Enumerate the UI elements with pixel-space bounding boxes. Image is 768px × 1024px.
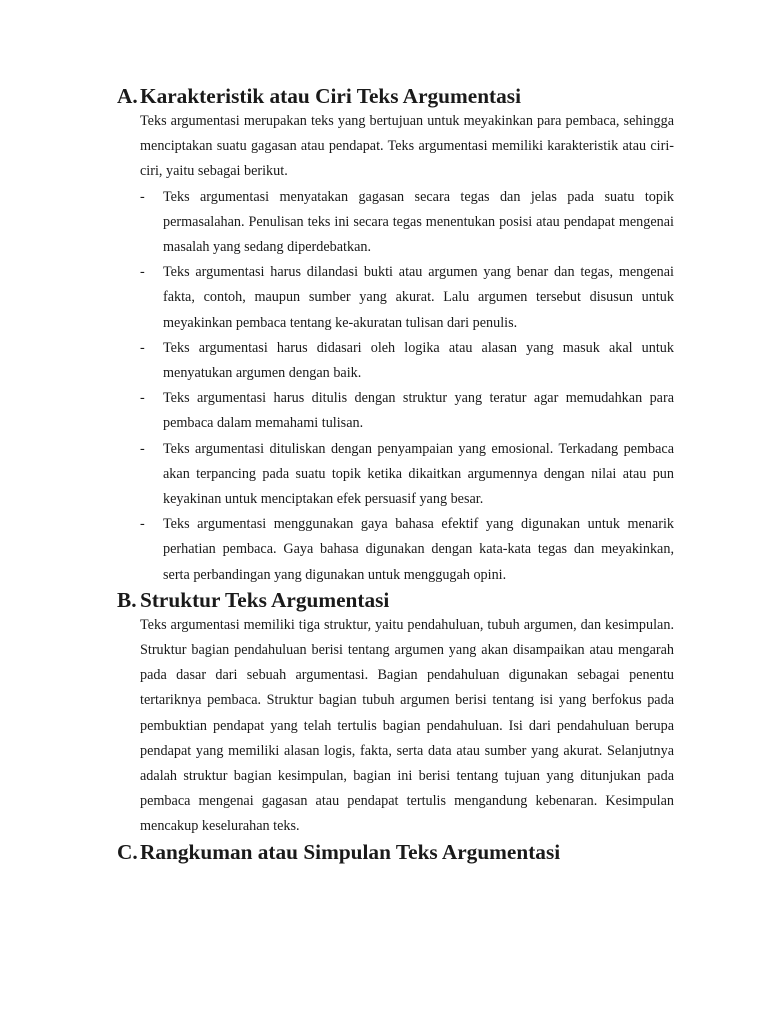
list-item-text: Teks argumentasi harus didasari oleh logika atau alasan yang masuk akal untuk menyatukan argumen dengan baik. [163, 339, 674, 382]
list-item [140, 437, 674, 513]
section-heading-a [0, 84, 768, 109]
section-a-intro: Teks argumentasi merupakan teks yang bertujuan untuk meyakinkan para pembaca, sehingga menciptakan suatu gagasan atau pendapat. Teks argumentasi memiliki karakteristik atau ciri-ciri, yaitu sebagai berikut. [140, 113, 674, 180]
bullet-dash: - [140, 339, 145, 356]
bullet-dash: - [140, 440, 145, 457]
list-item [140, 386, 674, 436]
list-item [140, 512, 674, 588]
list-item [140, 185, 674, 261]
characteristics-list [0, 185, 768, 588]
section-heading-b [0, 588, 768, 613]
section-b-body: Teks argumentasi memiliki tiga struktur, yaitu pendahuluan, tubuh argumen, dan kesimpulan. Struktur bagian pendahuluan berisi tentang argumen yang akan disampaikan atau mengarah pada dasar dari sebuah argumentasi. Bagian pendahuluan digunakan sebagai penentu tertariknya pembaca. Struktur bagian tubuh argumen berisi tentang isi yang berfokus pada pembuktian pendapat yang telah tertulis bagian pendahuluan. Isi dari pendahuluan berupa pendapat yang memiliki alasan logis, fakta, serta data atau sumber yang akurat. Selanjutnya adalah struktur bagian kesimpulan, bagian ini berisi tentang tujuan yang ditunjukan pada pembaca mengenai gagasan atau pendapat tertulis mengandung kebenaran. Kesimpulan mencakup keselurahan teks. [140, 616, 674, 835]
list-item [140, 336, 674, 386]
section-title-b: Struktur Teks Argumentasi [140, 587, 390, 612]
section-letter-b: B. [117, 587, 137, 612]
list-item-text: Teks argumentasi menyatakan gagasan secara tegas dan jelas pada suatu topik permasalahan. Penulisan teks ini secara tegas menentukan posisi atau pendapat mengenai masalah yang sedang diperdebatkan. [163, 188, 674, 256]
section-title-c: Rangkuman atau Simpulan Teks Argumentasi [140, 839, 561, 864]
section-title-a: Karakteristik atau Ciri Teks Argumentasi [140, 84, 521, 108]
section-letter-a: A. [117, 84, 138, 108]
section-heading-c [0, 840, 768, 865]
bullet-dash: - [140, 188, 145, 205]
bullet-dash: - [140, 264, 145, 281]
list-item [140, 260, 674, 336]
bullet-dash: - [140, 516, 145, 533]
bullet-dash: - [140, 390, 145, 407]
list-item-text: Teks argumentasi dituliskan dengan penyampaian yang emosional. Terkadang pembaca akan terpancing pada suatu topik ketika dikaitkan argumennya dengan nilai atau pun keyakinan untuk menciptakan efek persuasif yang besar. [163, 440, 674, 508]
list-item-text: Teks argumentasi menggunakan gaya bahasa efektif yang digunakan untuk menarik perhatian pembaca. Gaya bahasa digunakan dengan kata-kata tegas dan meyakinkan, serta perbandingan yang digunakan untuk menggugah opini. [163, 516, 674, 583]
document-page [0, 84, 768, 865]
section-letter-c: C. [117, 839, 138, 864]
list-item-text: Teks argumentasi harus ditulis dengan struktur yang teratur agar memudahkan para pembaca dalam memahami tulisan. [163, 390, 674, 432]
list-item-text: Teks argumentasi harus dilandasi bukti atau argumen yang benar dan tegas, mengenai fakta, contoh, maupun sumber yang akurat. Lalu argumen tersebut disusun untuk meyakinkan pembaca tentang ke-akuratan tulisan dari penulis. [163, 264, 674, 331]
